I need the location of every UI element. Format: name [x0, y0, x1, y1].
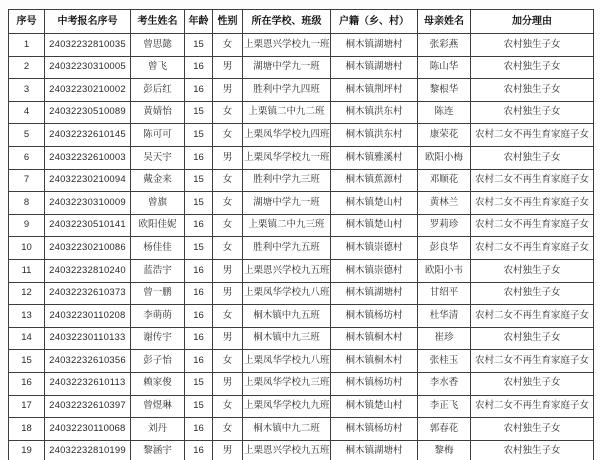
gender: 男: [213, 372, 243, 395]
mother-name: 陈山华: [418, 56, 471, 79]
student-name: 曾煜琳: [131, 395, 185, 418]
school-class: 胜利中学九四班: [243, 79, 331, 102]
table-row: [9, 418, 594, 441]
student-name: 刘丹: [131, 418, 185, 441]
gender: 女: [213, 395, 243, 418]
table-row: [9, 56, 594, 79]
school-class: 上栗恩兴学校九一班: [243, 34, 331, 57]
bonus-reason: 农村独生子女: [471, 146, 594, 169]
serial-number: 17: [9, 395, 45, 418]
gender: 男: [213, 440, 243, 460]
age: 15: [185, 34, 213, 57]
table-row: [9, 350, 594, 373]
header-school-class: 所在学校、班级: [243, 10, 331, 34]
gender: 女: [213, 350, 243, 373]
bonus-reason: 农村二女不再生育家庭子女: [471, 214, 594, 237]
age: 16: [185, 214, 213, 237]
school-class: 上栗镇二中九三班: [243, 214, 331, 237]
table-row: [9, 214, 594, 237]
school-class: 上栗凤华学校九一班: [243, 146, 331, 169]
table-header-row: [9, 10, 594, 34]
bonus-reason: 农村独生子女: [471, 56, 594, 79]
header-age: 年龄: [185, 10, 213, 34]
age: 16: [185, 327, 213, 350]
age: 15: [185, 372, 213, 395]
bonus-reason: 农村独生子女: [471, 79, 594, 102]
bonus-reason: 农村独生子女: [471, 101, 594, 124]
serial-number: 1: [9, 34, 45, 57]
mother-name: 黄林兰: [418, 192, 471, 215]
household-registration: 桐木镇桐木村: [331, 350, 418, 373]
table-row: [9, 192, 594, 215]
serial-number: 2: [9, 56, 45, 79]
gender: 男: [213, 56, 243, 79]
household-registration: 桐木镇楚山村: [331, 214, 418, 237]
header-serial-number: 序号: [9, 10, 45, 34]
gender: 男: [213, 146, 243, 169]
table-row: [9, 327, 594, 350]
school-class: 桐木镇中九三班: [243, 327, 331, 350]
household-registration: 桐木镇湖塘村: [331, 440, 418, 460]
household-registration: 桐木镇崇德村: [331, 237, 418, 260]
student-name: 曾思懿: [131, 34, 185, 57]
table-row: [9, 259, 594, 282]
serial-number: 5: [9, 124, 45, 147]
serial-number: 7: [9, 169, 45, 192]
bonus-reason: 农村独生子女: [471, 282, 594, 305]
gender: 男: [213, 79, 243, 102]
table-row: [9, 282, 594, 305]
bonus-reason: 农村独生子女: [471, 440, 594, 460]
serial-number: 4: [9, 101, 45, 124]
exam-registration-number: 24032232610356: [45, 350, 131, 373]
gender: 女: [213, 124, 243, 147]
mother-name: 陈连: [418, 101, 471, 124]
header-exam-registration-number: 中考报名序号: [45, 10, 131, 34]
student-name: 蓝浩宇: [131, 259, 185, 282]
household-registration: 桐木镇蕉源村: [331, 169, 418, 192]
gender: 女: [213, 101, 243, 124]
header-gender: 性别: [213, 10, 243, 34]
exam-registration-number: 24032230110208: [45, 305, 131, 328]
header-mother-name: 母亲姓名: [418, 10, 471, 34]
household-registration: 桐木镇荆坪村: [331, 79, 418, 102]
school-class: 上栗凤华学校九八班: [243, 282, 331, 305]
table-row: [9, 34, 594, 57]
school-class: 桐木镇中九二班: [243, 418, 331, 441]
exam-registration-number: 24032230210086: [45, 237, 131, 260]
student-name: 赖家俊: [131, 372, 185, 395]
school-class: 上栗凤华学校九八班: [243, 350, 331, 373]
bonus-reason: 农村二女不再生育家庭子女: [471, 124, 594, 147]
household-registration: 桐木镇桐木村: [331, 327, 418, 350]
student-name: 曾一鹏: [131, 282, 185, 305]
serial-number: 9: [9, 214, 45, 237]
serial-number: 10: [9, 237, 45, 260]
exam-registration-number: 24032230110133: [45, 327, 131, 350]
serial-number: 16: [9, 372, 45, 395]
age: 15: [185, 395, 213, 418]
mother-name: 张桂玉: [418, 350, 471, 373]
gender: 女: [213, 418, 243, 441]
school-class: 桐木镇中九五班: [243, 305, 331, 328]
table-row: [9, 440, 594, 460]
school-class: 湖塘中学九一班: [243, 56, 331, 79]
household-registration: 桐木镇崇德村: [331, 259, 418, 282]
school-class: 上栗凤华学校九四班: [243, 124, 331, 147]
bonus-reason: 农村二女不再生育家庭子女: [471, 395, 594, 418]
mother-name: 张彩燕: [418, 34, 471, 57]
household-registration: 桐木镇湖塘村: [331, 34, 418, 57]
age: 16: [185, 146, 213, 169]
table-row: [9, 169, 594, 192]
exam-registration-number: 24032232610113: [45, 372, 131, 395]
student-name: 戴金来: [131, 169, 185, 192]
age: 15: [185, 169, 213, 192]
household-registration: 桐木镇洪东村: [331, 101, 418, 124]
household-registration: 桐木镇杨坊村: [331, 418, 418, 441]
table-row: [9, 101, 594, 124]
bonus-reason: 农村二女不再生育家庭子女: [471, 305, 594, 328]
bonus-reason: 农村二女不再生育家庭子女: [471, 350, 594, 373]
bonus-reason: 农村独生子女: [471, 259, 594, 282]
age: 15: [185, 192, 213, 215]
bonus-reason: 农村二女不再生育家庭子女: [471, 169, 594, 192]
bonus-reason: 农村二女不再生育家庭子女: [471, 192, 594, 215]
school-class: 上栗凤华学校九三班: [243, 372, 331, 395]
mother-name: 郭春花: [418, 418, 471, 441]
school-class: 胜利中学九五班: [243, 237, 331, 260]
student-name: 曾旗: [131, 192, 185, 215]
mother-name: 黎梅: [418, 440, 471, 460]
bonus-points-roster-table: [8, 9, 594, 460]
bonus-reason: 农村二女不再生育家庭子女: [471, 237, 594, 260]
student-name: 黄婧怡: [131, 101, 185, 124]
serial-number: 18: [9, 418, 45, 441]
table-row: [9, 305, 594, 328]
gender: 男: [213, 282, 243, 305]
exam-registration-number: 24032232810199: [45, 440, 131, 460]
mother-name: 邓顺花: [418, 169, 471, 192]
age: 16: [185, 305, 213, 328]
age: 16: [185, 418, 213, 441]
age: 15: [185, 237, 213, 260]
table-row: [9, 79, 594, 102]
student-name: 曾飞: [131, 56, 185, 79]
school-class: 胜利中学九三班: [243, 169, 331, 192]
mother-name: 彭良华: [418, 237, 471, 260]
student-name: 杨佳佳: [131, 237, 185, 260]
serial-number: 6: [9, 146, 45, 169]
age: 16: [185, 350, 213, 373]
household-registration: 桐木镇洪东村: [331, 124, 418, 147]
age: 15: [185, 124, 213, 147]
school-class: 上栗凤华学校九九班: [243, 395, 331, 418]
mother-name: 崔珍: [418, 327, 471, 350]
serial-number: 15: [9, 350, 45, 373]
mother-name: 杜华清: [418, 305, 471, 328]
mother-name: 康荣花: [418, 124, 471, 147]
header-bonus-reason: 加分理由: [471, 10, 594, 34]
mother-name: 罗莉珍: [418, 214, 471, 237]
exam-registration-number: 24032230310005: [45, 56, 131, 79]
exam-registration-number: 24032232610373: [45, 282, 131, 305]
household-registration: 桐木镇湖塘村: [331, 56, 418, 79]
mother-name: 李水香: [418, 372, 471, 395]
serial-number: 19: [9, 440, 45, 460]
student-name: 彭后红: [131, 79, 185, 102]
age: 16: [185, 56, 213, 79]
mother-name: 欧阳小梅: [418, 146, 471, 169]
table-body: [9, 34, 594, 460]
bonus-reason: 农村独生子女: [471, 327, 594, 350]
table-row: [9, 237, 594, 260]
serial-number: 14: [9, 327, 45, 350]
student-name: 陈可可: [131, 124, 185, 147]
table-row: [9, 146, 594, 169]
mother-name: 欧阳小韦: [418, 259, 471, 282]
age: 16: [185, 440, 213, 460]
gender: 女: [213, 237, 243, 260]
household-registration: 桐木镇楚山村: [331, 395, 418, 418]
gender: 女: [213, 305, 243, 328]
household-registration: 桐木镇杨坊村: [331, 305, 418, 328]
bonus-reason: 农村独生子女: [471, 418, 594, 441]
header-household-registration: 户籍（乡、村）: [331, 10, 418, 34]
exam-registration-number: 24032230110068: [45, 418, 131, 441]
exam-registration-number: 24032232610397: [45, 395, 131, 418]
household-registration: 桐木镇杨坊村: [331, 372, 418, 395]
student-name: 黎涵宇: [131, 440, 185, 460]
gender: 女: [213, 169, 243, 192]
exam-registration-number: 24032230210094: [45, 169, 131, 192]
student-name: 吴天宇: [131, 146, 185, 169]
household-registration: 桐木镇湖塘村: [331, 282, 418, 305]
serial-number: 13: [9, 305, 45, 328]
gender: 女: [213, 34, 243, 57]
school-class: 上栗镇二中九二班: [243, 101, 331, 124]
exam-registration-number: 24032230210002: [45, 79, 131, 102]
gender: 男: [213, 259, 243, 282]
exam-registration-number: 24032232810035: [45, 34, 131, 57]
student-name: 欧阳佳妮: [131, 214, 185, 237]
serial-number: 11: [9, 259, 45, 282]
mother-name: 黎根华: [418, 79, 471, 102]
school-class: 上栗恩兴学校九五班: [243, 440, 331, 460]
table-row: [9, 395, 594, 418]
serial-number: 12: [9, 282, 45, 305]
school-class: 上栗恩兴学校九五班: [243, 259, 331, 282]
age: 16: [185, 79, 213, 102]
mother-name: 甘绍平: [418, 282, 471, 305]
exam-registration-number: 24032232810240: [45, 259, 131, 282]
table-row: [9, 124, 594, 147]
gender: 女: [213, 214, 243, 237]
exam-registration-number: 24032232610145: [45, 124, 131, 147]
table-row: [9, 372, 594, 395]
exam-registration-number: 24032230510089: [45, 101, 131, 124]
student-name: 李萌萌: [131, 305, 185, 328]
exam-registration-number: 24032230310009: [45, 192, 131, 215]
mother-name: 李正飞: [418, 395, 471, 418]
serial-number: 3: [9, 79, 45, 102]
household-registration: 桐木镇楚山村: [331, 192, 418, 215]
household-registration: 桐木镇雅溪村: [331, 146, 418, 169]
gender: 男: [213, 327, 243, 350]
student-name: 谢传宇: [131, 327, 185, 350]
gender: 女: [213, 192, 243, 215]
student-name: 彭子怡: [131, 350, 185, 373]
age: 16: [185, 282, 213, 305]
bonus-reason: 农村独生子女: [471, 34, 594, 57]
school-class: 湖塘中学九一班: [243, 192, 331, 215]
age: 15: [185, 101, 213, 124]
serial-number: 8: [9, 192, 45, 215]
age: 16: [185, 259, 213, 282]
bonus-reason: 农村独生子女: [471, 372, 594, 395]
exam-registration-number: 24032232610003: [45, 146, 131, 169]
header-student-name: 考生姓名: [131, 10, 185, 34]
exam-registration-number: 24032230510141: [45, 214, 131, 237]
